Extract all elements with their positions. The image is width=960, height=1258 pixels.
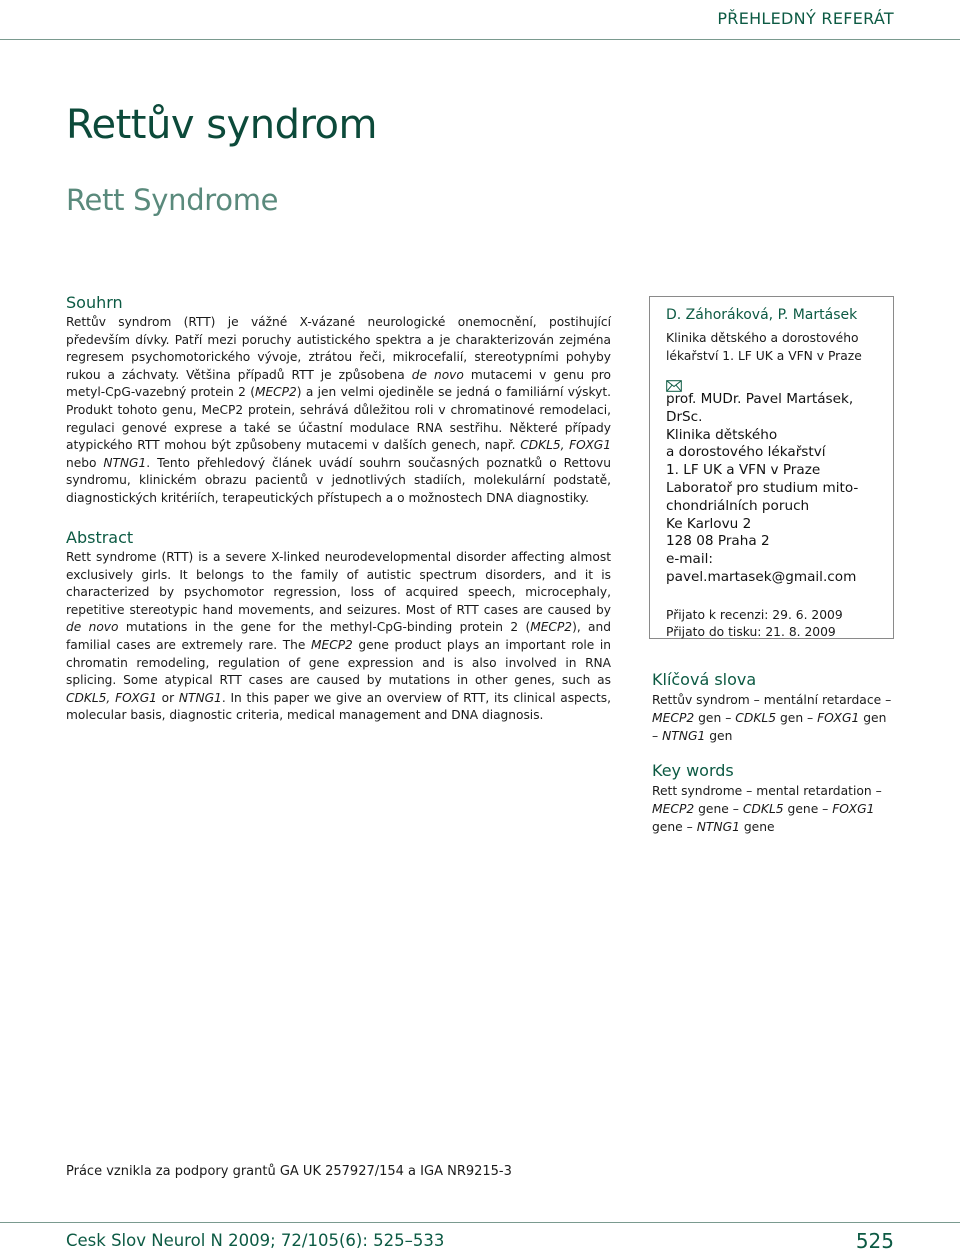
top-header-bar xyxy=(0,0,960,40)
corr-line: e-mail: xyxy=(666,551,713,568)
author-names: D. Záhoráková, P. Martásek xyxy=(666,307,858,323)
page-number: 525 xyxy=(855,1229,894,1253)
correspondence-address xyxy=(666,391,879,587)
grant-note: Práce vznikla za podpory grantů GA UK 257927/154 a IGA NR9215-3 xyxy=(66,1164,512,1179)
received-date: Přijato k recenzi: 29. 6. 2009 xyxy=(666,607,843,622)
corr-line: 1. LF UK a VFN v Praze xyxy=(666,462,821,479)
souhrn-section xyxy=(66,293,611,508)
key-words-heading: Key words xyxy=(652,761,734,780)
affiliation-line-2: lékařství 1. LF UK a VFN v Praze xyxy=(666,348,862,363)
abstract-text: Rett syndrome (RTT) is a severe X-linked neurodevelopmental disorder affecting almost exclusively girls. It belongs to the family of autistic spectrum disorders, and it is characterized by psychomotor regression, loss of acquired speech, microcephaly, repetitive stereotypic hand movements, and seizures. Most of RTT cases are caused by de novo mutations in the gene for the methyl-CpG-binding protein 2 (MECP2), and familial cases are extremely rare. The MECP2 gene product plays an important role in chromatin remodeling, regulation of gene expression and is also involved in RNA splicing. Some atypical RTT cases are caused by mutations in other genes, such as CDKL5, FOXG1 or NTNG1. In this paper we give an overview of RTT, its clinical aspects, molecular basis, diagnostic criteria, medical management and DNA diagnosis. xyxy=(66,550,612,723)
section-label: PŘEHLEDNÝ REFERÁT xyxy=(717,9,894,28)
key-words-line: MECP2 gene – CDKL5 gene – FOXG1 xyxy=(652,802,875,816)
klicova-slova-line: MECP2 gen – CDKL5 gen – FOXG1 gen xyxy=(652,711,887,725)
dates-block xyxy=(666,607,879,642)
affiliation-line-1: Klinika dětského a dorostového xyxy=(666,331,859,345)
corr-line: Klinika dětského xyxy=(666,426,778,443)
abstract-section xyxy=(66,528,611,725)
abstract-heading: Abstract xyxy=(66,528,134,547)
key-words-line: gene – NTNG1 gene xyxy=(652,820,775,834)
journal-citation: Cesk Slov Neurol N 2009; 72/105(6): 525–533 xyxy=(66,1231,445,1250)
klicova-slova-section xyxy=(652,670,897,745)
souhrn-text: Rettův syndrom (RTT) je vážné X-vázané neurologické onemocnění, postihující především dívky. Patří mezi poruchy autistického spektra a je charakterizován zejména regresem psychomotorického vývoje, ztrátou řeči, mikrocefalií, stereotypními pohyby rukou a záchvaty. Většina případů RTT je způsobena de novo mutacemi v genu pro metyl-CpG-vazebný protein 2 (MECP2) a jen velmi ojediněle se jedná o familiární výskyt. Produkt tohoto genu, MeCP2 protein, sehrává důležitou roli v chromatinové remodelaci, regulaci genové exprese a také se účastní modulace RNA sestřihu. Některé případy atypického RTT mohou být způsobeny mutacemi v dalších genech, např. CDKL5, FOXG1 nebo NTNG1. Tento přehledový článek uvádí souhrn současných poznatků o Rettovu syndromu, klinickém obrazu pacientů v jednotlivých stadiích, molekulární podstatě, diagnostických kritériích, terapeutických přístupech a o možnostech DNA diagnostiky. xyxy=(66,315,611,505)
key-words-line: Rett syndrome – mental retardation – xyxy=(652,784,882,798)
accepted-date: Přijato do tisku: 21. 8. 2009 xyxy=(666,625,836,640)
klicova-slova-line: – NTNG1 gen xyxy=(652,729,733,743)
corr-line: prof. MUDr. Pavel Martásek, DrSc. xyxy=(666,391,854,425)
key-words-section xyxy=(652,761,897,836)
footer-bar xyxy=(0,1222,960,1258)
corr-line: chondriálních poruch xyxy=(666,497,810,514)
corr-line: Ke Karlovu 2 xyxy=(666,515,752,532)
email-link[interactable]: pavel.martasek@gmail.com xyxy=(666,568,857,585)
corr-line: a dorostového lékařství xyxy=(666,444,826,461)
article-title: Rettův syndrom xyxy=(66,102,377,148)
klicova-slova-line: Rettův syndrom – mentální retardace – xyxy=(652,693,892,707)
klicova-slova-heading: Klíčová slova xyxy=(652,670,757,689)
author-info-box xyxy=(649,296,894,639)
envelope-icon xyxy=(666,377,682,389)
article-subtitle: Rett Syndrome xyxy=(66,183,279,217)
souhrn-heading: Souhrn xyxy=(66,293,123,312)
corr-line: 128 08 Praha 2 xyxy=(666,533,770,550)
corr-line: Laboratoř pro studium mito- xyxy=(666,479,859,496)
